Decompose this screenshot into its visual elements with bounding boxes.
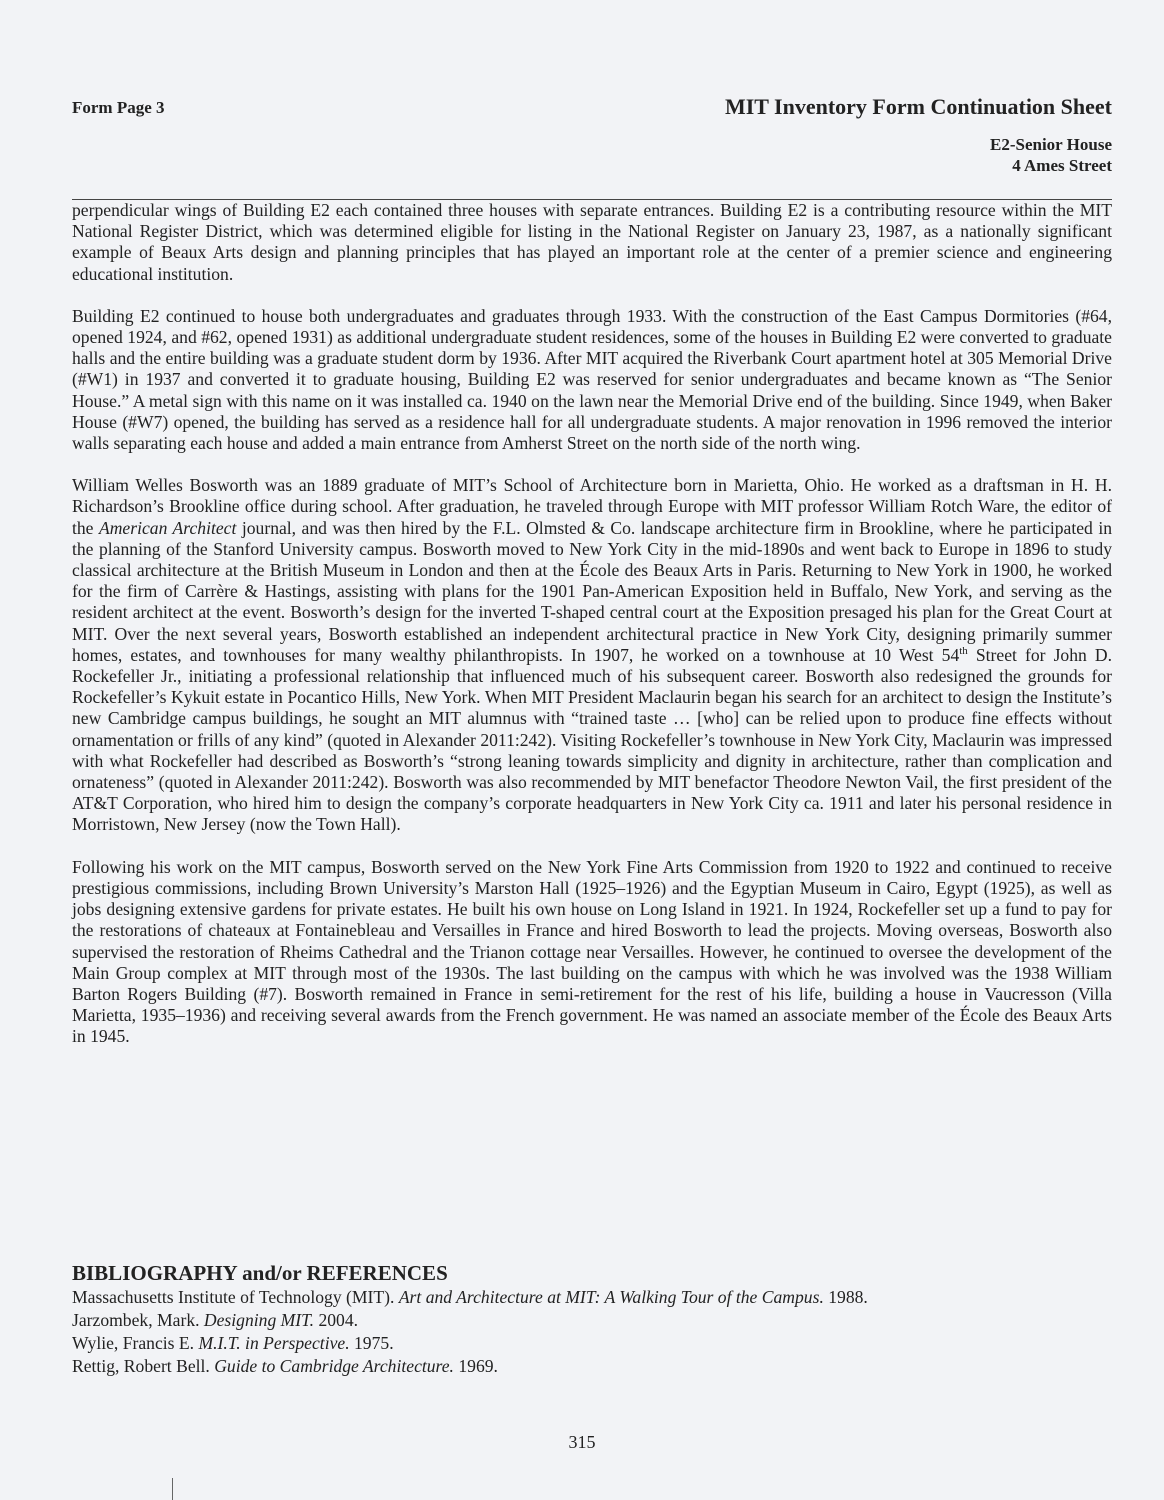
entry-author: Jarzombek, Mark. [72,1310,204,1330]
scan-mark [172,1478,179,1500]
page-number: 315 [568,1432,596,1452]
entry-year: 1969. [453,1356,498,1376]
entry-author: Rettig, Robert Bell. [72,1356,215,1376]
bibliography-entry [72,1355,868,1378]
entry-year: 1988. [823,1287,868,1307]
entry-title: Guide to Cambridge Architecture. [214,1356,454,1376]
form-page-label: Form Page 3 [72,98,165,117]
body-paragraph [72,857,1112,1048]
bibliography-entry [72,1332,868,1355]
entry-author: Massachusetts Institute of Technology (MIT). [72,1287,399,1307]
paragraph-text: Following his work on the MIT campus, Bosworth served on the New York Fine Arts Commission from 1920 to 1922 and continued to receive prestigious commissions, including Brown University’s Marston Hall (1925–1926) and the Egyptian Museum in Cairo, Egypt (1925), as well as jobs designing extensive gardens for private estates. He built his own house on Long Island in 1921. In 1924, Rockefeller set up a fund to pay for the restorations of chateaux at Fontainebleau and Versailles in France and hired Bosworth to lead the projects. Moving overseas, Bosworth also supervised the restoration of Rheims Cathedral and the Trianon cottage near Versailles. However, he continued to oversee the development of the Main Group complex at MIT through most of the 1930s. The last building on the campus with which he was involved was the 1938 William Barton Rogers Building (#7). Bosworth remained in France in semi-retirement for the rest of his life, building a house in Vaucresson (Villa Marietta, 1935–1936) and receiving several awards from the French government. He was named an associate member of the École des Beaux Arts in 1945. [72,856,1112,1047]
italic-title: American Architect [98,517,237,538]
body-paragraph [72,306,1112,454]
body-paragraph [72,200,1112,285]
body-paragraph [72,475,1112,835]
entry-author: Wylie, Francis E. [72,1333,199,1353]
bibliography-entry [72,1309,868,1332]
body-text [72,200,1112,1069]
paragraph-text: Street for John D. Rockefeller Jr., initiating a professional relationship that influenced much of his subsequent career. Bosworth also redesigned the grounds for Rockefeller’s Kykuit estate in Pocantico Hills, New York. When MIT President Maclaurin began his search for an architect to design the Institute’s new Cambridge campus buildings, he sought an MIT alumnus with “trained taste … [who] can be relied upon to produce fine effects without ornamentation or frills of any kind” (quoted in Alexander 2011:242). Visiting Rockefeller’s townhouse in New York City, Maclaurin was impressed with what Rockefeller had described as Bosworth’s “strong leaning towards simplicity and dignity in architecture, rather than complication and ornateness” (quoted in Alexander 2011:242). Bosworth was also recommended by MIT benefactor Theodore Newton Vail, the first president of the AT&T Corporation, who hired him to design the company’s corporate headquarters in New York City ca. 1911 and later his personal residence in Morristown, New Jersey (now the Town Hall). [72,644,1112,835]
paragraph-text: Building E2 continued to house both undergraduates and graduates through 1933. With the construction of the East Campus Dormitories (#64, opened 1924, and #62, opened 1931) as additional undergraduate student residences, some of the houses in Building E2 were converted to graduate halls and the entire building was a graduate student dorm by 1936. After MIT acquired the Riverbank Court apartment hotel at 305 Memorial Drive (#W1) in 1937 and converted it to graduate housing, Building E2 was reserved for senior undergraduates and became known as “The Senior House.” A metal sign with this name on it was installed ca. 1940 on the lawn near the Memorial Drive end of the building. Since 1949, when Baker House (#W7) opened, the building has served as a residence hall for all undergraduate students. A major renovation in 1996 removed the interior walls separating each house and added a main entrance from Amherst Street on the north side of the north wing. [72,305,1112,454]
building-address: 4 Ames Street [1012,156,1112,175]
entry-year: 2004. [314,1310,359,1330]
bibliography-heading: BIBLIOGRAPHY and/or REFERENCES [72,1261,448,1285]
paragraph-text: perpendicular wings of Building E2 each contained three houses with separate entrances. Building E2 is a contributing resource within the MIT National Register District, which was determined eligible for listing in the National Register on January 23, 1987, as a nationally significant example of Beaux Arts design and planning principles that has played an important role at the center of a premier science and engineering educational institution. [72,200,1112,284]
building-name: E2-Senior House [989,135,1112,154]
bibliography-entry [72,1286,868,1309]
bibliography-list [72,1286,868,1378]
building-info [990,134,1112,176]
entry-title: M.I.T. in Perspective. [198,1333,350,1353]
paragraph-text: William Welles Bosworth was an 1889 graduate of MIT’s School of Architecture born in Marietta, Ohio. He worked as a draftsman in H. H. Richardson’s Brookline office during school. After graduation, he traveled through Europe with MIT professor William Rotch Ware, the editor of the [72,475,1112,538]
entry-title: Designing MIT. [203,1310,315,1330]
entry-year: 1975. [349,1333,394,1353]
sheet-title: MIT Inventory Form Continuation Sheet [724,94,1112,119]
paragraph-text: journal, and was then hired by the F.L. Olmsted & Co. landscape architecture firm in Brookline, where he participated in the planning of the Stanford University campus. Bosworth moved to New York City in the mid-1890s and went back to Europe in 1896 to study classical architecture at the British Museum in London and then at the École des Beaux Arts in Paris. Returning to New York in 1900, he worked for the firm of Carrère & Hastings, assisting with plans for the 1901 Pan-American Exposition held in Buffalo, New York, and serving as the resident architect at the event. Bosworth’s design for the inverted T-shaped central court at the Exposition presaged his plan for the Great Court at MIT. Over the next several years, Bosworth established an independent architectural practice in New York City, designing primarily summer homes, estates, and townhouses for many wealthy philanthropists. In 1907, he worked on a townhouse at 10 West 54 [72,517,1113,665]
ordinal-superscript: th [959,645,968,657]
entry-title: Art and Architecture at MIT: A Walking Tour of the Campus. [398,1287,824,1307]
